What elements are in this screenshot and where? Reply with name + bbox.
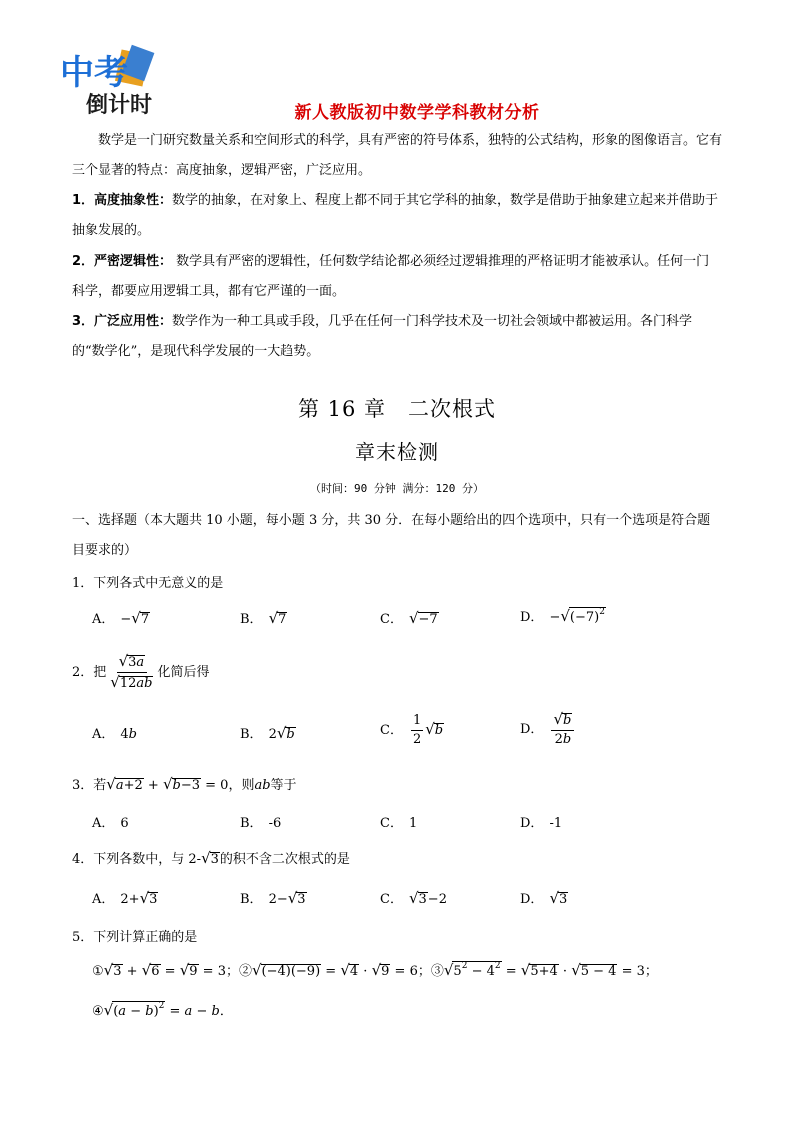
chapter-number: 第 16 章 bbox=[297, 397, 387, 421]
q1-option-a: A． −√7 bbox=[92, 609, 150, 627]
logo-text-top: 中考 bbox=[60, 54, 128, 92]
q5-statements-line2: ④√(a − b)$^2$ = a − b． bbox=[92, 1001, 233, 1019]
question-5-stem: 5．下列计算正确的是 bbox=[72, 930, 198, 945]
q2-option-c: C． $\frac{1}{2}$ √b bbox=[380, 713, 444, 747]
feature-2-text: 数学具有严密的逻辑性，任何数学结论都必须经过逻辑推理的严格证明才能被承认。任何一门科学，都要应用逻辑工具，都有它严谨的一面。 bbox=[72, 254, 710, 299]
exam-info: （时间：90 分钟 满分：120 分） bbox=[310, 482, 484, 495]
q4-option-c: C． √3−2 bbox=[380, 889, 447, 907]
logo-text-bottom: 倒计时 bbox=[86, 92, 153, 117]
q3-option-d: D． -1 bbox=[520, 816, 563, 831]
question-4-stem: 4．下列各数中，与 2-√3的积不含二次根式的是 bbox=[72, 849, 350, 867]
feature-1 bbox=[72, 186, 722, 246]
chapter-name: 二次根式 bbox=[408, 397, 497, 421]
section-heading: 一、选择题（本大题共 10 小题，每小题 3 分，共 30 分．在每小题给出的四个选项中，只有一个选项是符合题目要求的） bbox=[72, 513, 711, 558]
subtitle: 章末检测 bbox=[355, 440, 439, 464]
q1-option-b: B． √7 bbox=[240, 609, 287, 627]
header-title: 新人教版初中数学学科教材分析 bbox=[294, 103, 540, 123]
q3-option-a: A． 6 bbox=[92, 816, 129, 831]
feature-1-title: 1．高度抽象性： bbox=[72, 193, 173, 208]
question-2-stem: 2．把 $\frac{√3a}{√12ab}$ 化简后得 bbox=[72, 652, 210, 691]
intro-paragraph: 数学是一门研究数量关系和空间形式的科学，具有严密的符号体系，独特的公式结构，形象的图像语言。它有三个显著的特点：高度抽象，逻辑严密，广泛应用。 bbox=[72, 133, 723, 178]
feature-2 bbox=[72, 247, 722, 307]
q1-option-c: C． √−7 bbox=[380, 609, 438, 627]
feature-3-text: 数学作为一种工具或手段，几乎在任何一门科学技术及一切社会领域中都被运用。各门科学的“数学化”，是现代科学发展的一大趋势。 bbox=[72, 314, 693, 359]
feature-1-text: 数学的抽象，在对象上、程度上都不同于其它学科的抽象，数学是借助于抽象建立起来并借助于抽象发展的。 bbox=[72, 193, 719, 238]
q3-option-b: B． -6 bbox=[240, 816, 282, 831]
chapter-title bbox=[0, 393, 794, 423]
q4-option-d: D． √3 bbox=[520, 889, 568, 907]
q4-option-a: A． 2+√3 bbox=[92, 889, 158, 907]
question-1-stem: 1．下列各式中无意义的是 bbox=[72, 576, 224, 591]
q2-option-d: D． $\frac{√b}{2b}$ bbox=[520, 710, 576, 749]
feature-2-title: 2．严密逻辑性： bbox=[72, 254, 173, 269]
feature-3 bbox=[72, 307, 722, 367]
q5-statements-line1: ①√3 + √6 = √9 = 3；②√(−4)(−9) = √4 · √9 = 6；$③√5^2 - 4^2 = √5+4 \cdot √5 - 4 = 3$； bbox=[92, 961, 658, 979]
feature-3-title: 3．广泛应用性： bbox=[72, 314, 173, 329]
q1-option-d: D． $-√(-7)^2$ bbox=[520, 607, 605, 625]
q2-option-b: B． 2√b bbox=[240, 724, 295, 742]
q4-option-b: B． 2−√3 bbox=[240, 889, 306, 907]
q3-option-c: C． 1 bbox=[380, 816, 418, 831]
q2-option-a: A． 4b bbox=[92, 727, 137, 742]
question-3-stem: 3．若√a+2 + √b−3 = 0，则ab等于 bbox=[72, 775, 297, 793]
